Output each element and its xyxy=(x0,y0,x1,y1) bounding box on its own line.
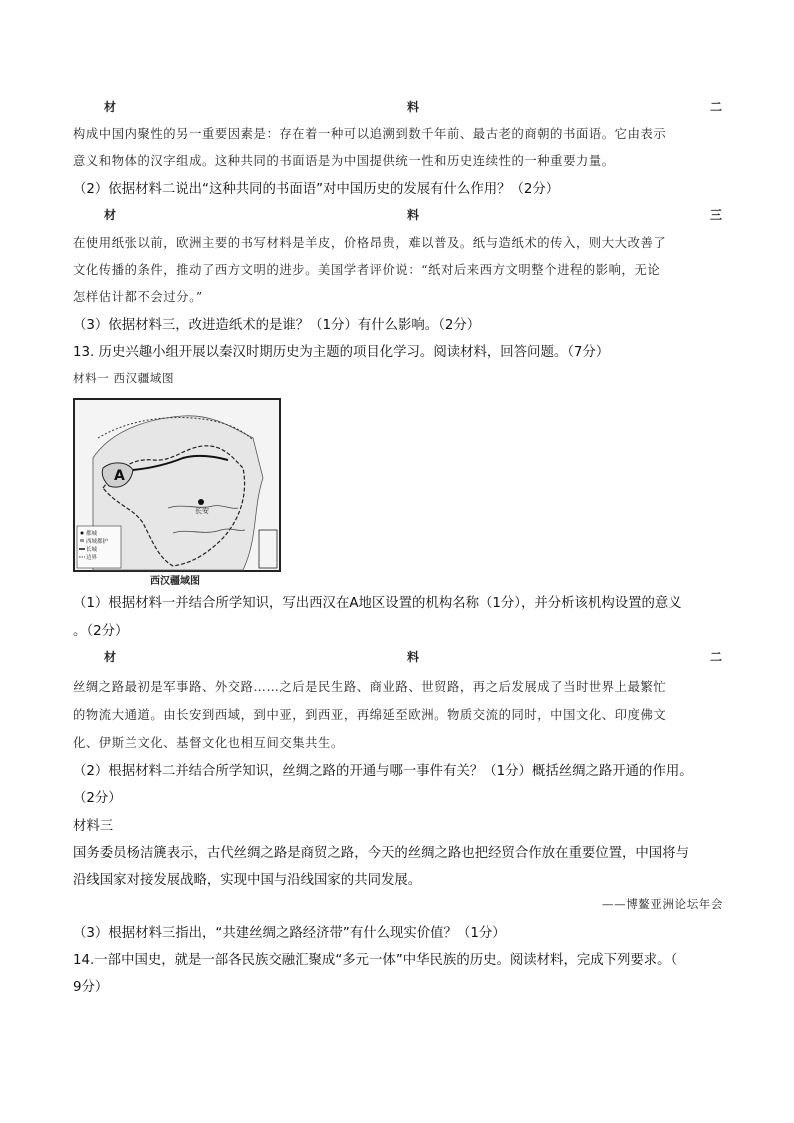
question-12-3: （3）依据材料三，改进造纸术的是谁？（1分）有什么影响。（2分） xyxy=(73,318,481,333)
question-13-2: （2分） xyxy=(73,791,122,806)
header-char: 二 xyxy=(709,650,722,664)
header-char: 料 xyxy=(406,208,419,222)
map-label-changan: 长安 xyxy=(195,507,209,515)
header-char: 二 xyxy=(709,100,722,114)
q13-material-3-source: ——博鳌亚洲论坛年会 xyxy=(602,897,723,911)
q13-material-2-text: 化、伊斯兰文化、基督文化也相互间交集共生。 xyxy=(73,736,344,750)
material-3-text: 文化传播的条件，推动了西方文明的进步。美国学者评价说：“纸对后来西方文明整个进程的影响，无论 xyxy=(73,263,661,277)
legend-item: 边界 xyxy=(86,555,98,561)
question-14: 9分） xyxy=(73,980,109,995)
legend-item: 长城 xyxy=(86,547,98,553)
header-char: 材 xyxy=(104,100,117,114)
material-2-text: 构成中国内聚性的另一重要因素是：存在着一种可以追溯到数千年前、最古老的商朝的书面语。它由表示 xyxy=(73,127,667,141)
material-2-text: 意义和物体的汉字组成。这种共同的书面语是为中国提供统一性和历史连续性的一种重要力量。 xyxy=(73,154,615,168)
material-1-label: 材料一 西汉疆域图 xyxy=(73,371,175,385)
q13-material-2-text: 的物流大通道。由长安到西域，到中亚，到西亚，再绵延至欧洲。物质交流的同时，中国文化、印度佛文 xyxy=(73,708,667,722)
header-char: 料 xyxy=(406,100,419,114)
q13-material-2-text: 丝绸之路最初是军事路、外交路……之后是民生路、商业路、世贸路，再之后发展成了当时世界上最繁忙 xyxy=(73,680,667,694)
question-12-2: （2）依据材料二说出“这种共同的书面语”对中国历史的发展有什么作用？（2分） xyxy=(73,182,560,197)
question-14: 14.一部中国史，就是一部各民族交融汇聚成“多元一体”中华民族的历史。阅读材料，完成下列要求。（ xyxy=(73,953,678,968)
material-3-header xyxy=(104,206,722,226)
map-label-a: A xyxy=(114,468,125,484)
header-char: 材 xyxy=(104,208,117,222)
material-3-text: 怎样估计都不会过分。” xyxy=(73,290,203,304)
header-char: 三 xyxy=(709,208,722,222)
western-han-territory-map xyxy=(73,398,281,586)
header-char: 料 xyxy=(406,650,419,664)
q13-material-2-header xyxy=(104,648,722,668)
q13-material-3-text: 沿线国家对接发展战略，实现中国与沿线国家的共同发展。 xyxy=(73,873,422,888)
header-char: 材 xyxy=(104,650,117,664)
q13-material-3-text: 国务委员杨洁篪表示，古代丝绸之路是商贸之路，今天的丝绸之路也把经贸合作放在重要位置，中国将与 xyxy=(73,846,689,861)
material-2-header xyxy=(104,98,722,118)
question-13-1: 。（2分） xyxy=(73,624,129,639)
question-13-3: （3）根据材料三指出，“共建丝绸之路经济带”有什么现实价值？（1分） xyxy=(73,926,506,941)
question-13-1: （1）根据材料一并结合所学知识，写出西汉在A地区设置的机构名称（1分），并分析该机构设置的意义 xyxy=(73,596,682,611)
question-13: 13. 历史兴趣小组开展以秦汉时期历史为主题的项目化学习。阅读材料，回答问题。（7分） xyxy=(73,345,610,360)
question-13-2: （2）根据材料二并结合所学知识，丝绸之路的开通与哪一事件有关？（1分）概括丝绸之路开通的作用。 xyxy=(73,764,693,779)
q13-material-3-label: 材料三 xyxy=(73,819,114,834)
map-caption: 西汉疆域图 xyxy=(150,576,200,587)
material-3-text: 在使用纸张以前，欧洲主要的书写材料是羊皮，价格昂贵，难以普及。纸与造纸术的传入，则大大改善了 xyxy=(73,236,667,250)
legend-item: 西域都护 xyxy=(86,539,109,545)
legend-item: 都城 xyxy=(86,531,98,537)
